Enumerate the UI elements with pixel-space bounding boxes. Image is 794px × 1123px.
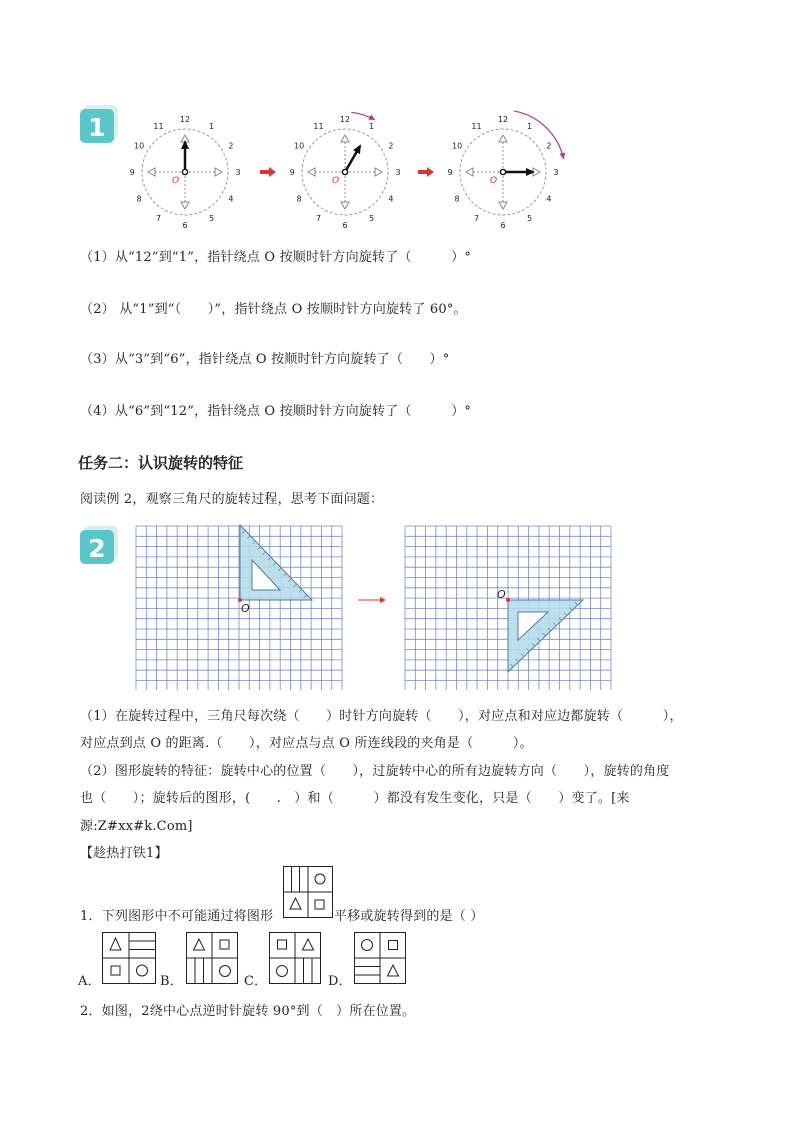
clock-sequence	[128, 110, 578, 232]
clock-number-7: 7	[473, 213, 480, 223]
grid-left	[136, 526, 342, 690]
clock-number-8: 8	[136, 194, 142, 204]
clock-number-4: 4	[546, 194, 552, 204]
red-arrow-head-2	[427, 167, 434, 177]
practice-q1-after: 平移或旋转得到的是（ ）	[334, 909, 484, 924]
clock-number-11: 11	[471, 122, 482, 132]
practice-q1-before: 1．下列图形中不可能通过将图形	[80, 909, 274, 924]
clock-number-9: 9	[447, 168, 453, 177]
badge-2-number: 2	[88, 534, 106, 563]
clock-number-9: 9	[129, 168, 135, 177]
task2-q2-line1: （2）图形旋转的特征：旋转中心的位置（ ），过旋转中心的所有边旋转方向（ ），旋转的角度	[80, 764, 670, 779]
clock-number-7: 7	[155, 213, 162, 223]
task2-q1-line1: （1）在旋转过程中，三角尺每次绕（ ）时针方向旋转（ ），对应点和对应边都旋转（ ），	[80, 709, 683, 724]
transition-arrow-head	[380, 597, 386, 603]
clock-number-5: 5	[368, 213, 375, 223]
practice-q2: 2．如图，2绕中心点逆时针旋转 90°到（ ）所在位置。	[80, 1004, 416, 1019]
hollow-arrowhead	[499, 135, 507, 142]
hollow-arrowhead	[466, 168, 473, 176]
option-c-label: C．	[244, 974, 268, 989]
hollow-arrowhead	[341, 202, 349, 209]
clock-number-2: 2	[388, 141, 394, 151]
clock-number-10: 10	[134, 141, 145, 151]
rotation-arrow-2	[514, 111, 564, 159]
clock-3	[447, 115, 558, 230]
clock-number-6: 6	[182, 221, 188, 230]
option-a-label: A．	[78, 974, 101, 989]
red-arrow-shaft-2	[418, 170, 427, 174]
example-1-badge	[80, 105, 118, 143]
task2-heading: 任务二：认识旋转的特征	[78, 454, 244, 472]
clock-number-3: 3	[553, 168, 559, 177]
clock-number-1: 1	[526, 122, 533, 132]
option-b-label: B．	[160, 974, 183, 989]
clock-number-9: 9	[289, 168, 295, 177]
rotation-arrow-2-head	[559, 153, 565, 159]
task2-q2-line2: 也（ ）；旋转后的图形，( . ）和（ ）都没有发生变化，只是（ ）变了。[来	[80, 791, 630, 806]
center-label-o: O	[490, 176, 498, 186]
clock-number-11: 11	[313, 122, 324, 132]
clock-number-12: 12	[339, 115, 351, 124]
clock-number-1: 1	[208, 122, 215, 132]
task2-q2-line3: 源:Z#xx#k.Com]	[80, 819, 193, 834]
example-2-badge	[80, 526, 118, 564]
clock-number-6: 6	[342, 221, 348, 230]
clock-number-12: 12	[179, 115, 191, 124]
clock-number-5: 5	[208, 213, 215, 223]
clock-number-2: 2	[546, 141, 552, 151]
option-a-figure[interactable]	[102, 932, 156, 984]
option-b-figure[interactable]	[186, 932, 238, 984]
clock-number-8: 8	[454, 194, 460, 204]
clock-number-3: 3	[235, 168, 241, 177]
clock-pivot	[342, 169, 347, 174]
center-label-o: O	[332, 176, 340, 186]
option-c-figure[interactable]	[269, 932, 321, 984]
example1-question-3: （3）从“3”到“6”，指针绕点 O 按顺时针方向旋转了（ ）°	[80, 352, 450, 367]
hollow-arrowhead	[375, 168, 382, 176]
clock-number-1: 1	[368, 122, 375, 132]
practice-title: 【趁热打铁1】	[80, 846, 168, 861]
center-label-o: O	[172, 176, 180, 186]
clock-number-8: 8	[296, 194, 302, 204]
triangle-rotation-figure	[134, 524, 614, 690]
clock-number-10: 10	[452, 141, 463, 151]
clock-pivot	[182, 169, 187, 174]
clock-number-11: 11	[153, 122, 164, 132]
clock-number-7: 7	[315, 213, 322, 223]
clock-number-4: 4	[228, 194, 234, 204]
point-o-label-right: O	[497, 588, 506, 601]
reference-figure	[283, 866, 333, 918]
clock-number-10: 10	[294, 141, 305, 151]
badge-1-number: 1	[88, 113, 106, 142]
clock-number-5: 5	[526, 213, 533, 223]
clock-number-2: 2	[228, 141, 234, 151]
clock-number-12: 12	[497, 115, 509, 124]
hollow-arrowhead	[181, 202, 189, 209]
clock-number-3: 3	[395, 168, 401, 177]
hollow-arrowhead	[148, 168, 155, 176]
task2-q1-line2: 对应点到点 O 的距离.（ ），对应点与点 O 所连线段的夹角是（ ）。	[80, 736, 533, 751]
example1-question-2: （2） 从“1”到“（ ）”，指针绕点 O 按顺时针方向旋转了 60°。	[80, 302, 467, 317]
example1-question-1: （1）从“12”到“1”，指针绕点 O 按顺时针方向旋转了（ ）°	[80, 250, 472, 265]
badge-2-shape	[80, 526, 118, 564]
clock-2	[289, 115, 400, 230]
hollow-arrowhead	[215, 168, 222, 176]
red-arrow-shaft-1	[260, 170, 269, 174]
badge-1-shape	[80, 105, 118, 143]
clock-number-4: 4	[388, 194, 394, 204]
hollow-arrowhead	[341, 135, 349, 142]
example1-question-4: （4）从“6”到“12”，指针绕点 O 按顺时针方向旋转了（ ）°	[80, 404, 472, 419]
red-arrow-head-1	[269, 167, 276, 177]
rotation-center-right	[506, 598, 510, 602]
hollow-arrowhead	[499, 202, 507, 209]
clock-number-6: 6	[500, 221, 506, 230]
clock-pivot	[500, 169, 505, 174]
point-o-label-left: O	[241, 602, 250, 615]
task2-intro: 阅读例 2，观察三角尺的旋转过程，思考下面问题：	[80, 492, 384, 507]
option-d-figure[interactable]	[354, 932, 406, 984]
option-d-label: D．	[328, 974, 352, 989]
hollow-arrowhead	[308, 168, 315, 176]
set-square-after	[508, 600, 583, 672]
clock-1	[129, 115, 240, 230]
